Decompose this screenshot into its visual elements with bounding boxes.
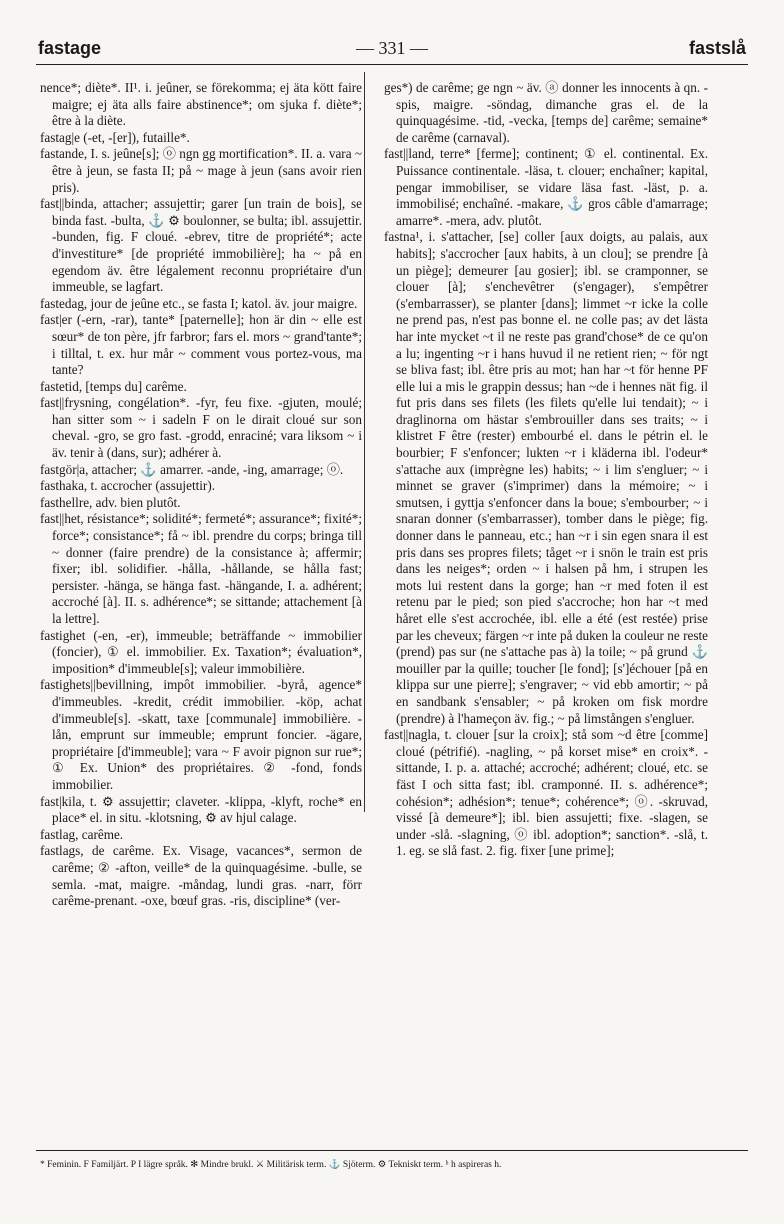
dictionary-entry: fast|kila, t. ⚙ assujettir; claveter. -klippa, -klyft, roche* en place* el. in situ. -klotsning, ⚙ av hjul calage.	[40, 793, 362, 826]
dictionary-entry: fastlag, carême.	[40, 826, 124, 842]
dictionary-entry: fastande, I. s. jeûne[s]; ⓞ ngn gg mortification*. II. a. vara ~ être à jeun, se fasta II; på ~ mage à jeun (sans avoir rien pris).	[40, 146, 362, 195]
dictionary-entry: fastighets||bevillning, impôt immobilier. -byrå, agence* d'immeubles. -kredit, crédit immobilier. -köp, achat d'immeuble[s]. -skatt, taxe [communale] immobilière. -lån, emprunt sur immeuble; emprunt foncier. -ägare, propriétaire [d'immeuble]; vara ~ F avoir pignon sur rue*; ① Ex. Union* des propriétaires. ② -fond, fonds immobilier.	[40, 677, 362, 792]
dictionary-entry: fasthellre, adv. bien plutôt.	[40, 494, 181, 510]
dictionary-entry: fastetid, [temps du] carême.	[40, 378, 187, 394]
dictionary-entry: ges*) de carême; ge ngn ~ äv. ⓐ donner les innocents à qn. -spis, maigre. -söndag, dimanche gras el. de la quinquagésime. -tid, -vecka, [temps de] carême; semaine* de carême (carnaval).	[384, 80, 708, 145]
dictionary-entry: fast||het, résistance*; solidité*; fermeté*; assurance*; fixité*; force*; consistance*; få ~ ibl. prendre du corps; bringa till ~ donner (faire prendre) de la consistance à; affermir; fixer; ibl. solidifier. -hålla, -hållande, se hålla fast; persister. -hänga, se hänga fast. -hängande, I. a. adhérent; accroché [à]. II. s. adhérence*; se sittande; attachement [à la lettre].	[40, 511, 362, 626]
left-column	[40, 80, 362, 910]
dictionary-entry: fast||land, terre* [ferme]; continent; ① el. continental. Ex. Puissance continentale. -läsa, t. clouer; enchaîner; kapital, pengar immobiliser, se vidare läsa fast. -läst, p. a. immobilisé; enchaîné. -makare, ⚓ gros câble d'amarrage; amarre*. -mera, adv. plutôt.	[384, 146, 708, 228]
page-header	[38, 34, 746, 68]
dictionary-entry: fast||frysning, congélation*. -fyr, feu fixe. -gjuten, moulé; han sitter som ~ i sadeln F on le dirait cloué sur son cheval. -gro, se gro fast. -grodd, enraciné; vara liksom ~ i äv. tenir à (dans, sur); adhérer à.	[40, 395, 362, 461]
dictionary-entry: fastlags, de carême. Ex. Visage, vacances*, sermon de carême; ② -afton, veille* de la quinquagésime. -bulle, se semla. -mat, maigre. -måndag, lundi gras. -narr, förr carême-prenant. -oxe, bœuf gras. -ris, discipline* (ver-	[40, 843, 362, 909]
dictionary-entry: fastgör|a, attacher; ⚓ amarrer. -ande, -ing, amarrage; ⓞ.	[40, 461, 344, 477]
footnote-rule	[36, 1150, 748, 1151]
dictionary-entry: fastedag, jour de jeûne etc., se fasta I; katol. äv. jour maigre.	[40, 295, 358, 311]
dictionary-entry: fastna¹, i. s'attacher, [se] coller [aux doigts, au palais, aux habits]; s'accrocher [aux habits, à un clou]; se prendre [à un piège]; demeurer [au gosier]; ibl. se cramponner, se clouer [à]; s'enchevêtrer (s'engager), s'empêtrer (s'embarrasser), se planter [dans]; limmet ~r icke la colle ne prend pas, n'est pas bonne el. ne colle pas; av det lästa har inte mycket ~t il ne reste pas grand'chose* de ce qu'on a lu; ingenting ~r i hans huvud il ne retient rien; ~ för ngt se bliva fast; ibl. être pris au mot; han har ~t för henne PF elle lui a mis le grappin dessus; han ~de i hennes nät fig. il fut pris dans ses filets (les filets qu'elle lui tendait); ~ i draglinorna om hästar s'embrouiller dans ses traits; ~ i klistret F être (rester) embourbé el. dans le pétrin el. le bourbier; F s'enfoncer; lukten ~r i kläderna ibl. l'odeur* s'attache aux (imprègne les) habits; ~ i lim s'engluer; ~ i minnet se graver (s'imprimer) dans la mémoire; ~ i smutsen, i gyttja s'enfoncer dans la boue; s'embourber; ~ i snaran donner (s'embarrasser), tomber dans le piège; fig. donner dans le panneau, etc.; han ~r i sin egen snara il est pris dans ses propres filets; tåget ~r i snön le train est pris dans les neiges*; orden ~ i halsen på hm, i strupen les mots lui restent dans la gorge; han ~r med foten il est retenu par le pied; son pied s'accroche; hon har ~t med håret elle s'est accrochée, ibl. elle a été (est restée) prise par les cheveux; färgen ~r inte på duken la couleur ne reste (prend) pas sur (ne s'attache pas à) la toile; ~ på grund ⚓ mouiller par la quille; toucher [le fond]; [s']échouer [på en klippa sur une pierre]; s'engraver; ~ vid ebb amortir; ~ på en sandbank s'ensabler; ~ på kroken om fisk mordre (prendre) à l'hameçon äv. fig.; ~ på limstången s'engluer.	[384, 229, 708, 726]
header-rule	[36, 64, 748, 65]
abbreviation-legend: * Feminin. F Familjärt. P I lägre språk. ✻ Mindre brukl. ⚔ Militärisk term. ⚓ Sjöterm. ⚙ Tekniskt term. ʰ h aspireras h.	[40, 1160, 502, 1170]
dictionary-entry: nence*; diète*. II¹. i. jeûner, se förekomma; ej äta kött faire maigre; ej äta alls faire abstinence*; om sjuka f. diète*; être à la diète.	[40, 80, 362, 129]
right-running-headword: fastslå	[688, 38, 746, 58]
dictionary-entry: fastighet (-en, -er), immeuble; beträffande ~ immobilier (foncier), ① el. immobilier. Ex. Taxation*; évaluation*, imposition* d'immeuble[s]; valeur immobilière.	[40, 627, 362, 676]
page-number: — 331 —	[356, 38, 428, 58]
column-divider	[364, 72, 365, 812]
dictionary-entry: fast||nagla, t. clouer [sur la croix]; stå som ~d être [comme] cloué (pétrifié). -nagling, ~ på korset mise* en croix*. -sittande, I. p. a. attaché; accroché; adhérent; cloué, etc. se fäst I och sitta fast; ibl. cramponné. II. s. adhérence*; cohésion*; adhésion*; tenue*; cohérence*; ⓞ. -skruvad, vissé [à demeure*]; ibl. bien assujetti; fixe. -slagen, se under -slå. -slagning, ⓞ ibl. adoption*; sanction*. -slå, t. 1. eg. se slå fast. 2. fig. fixer [une prime];	[384, 727, 708, 859]
right-column	[384, 80, 708, 860]
dictionary-entry: fast||binda, attacher; assujettir; garer [un train de bois], se binda fast. -bulta, ⚓ ⚙ boulonner, se bulta; ibl. assujettir. -bunden, fig. F cloué. -ebrev, titre de propriété*; acte d'investiture* [de propriété immobilière]; ha ~ på en egendom äv. être légalement reconnu propriétaire d'un immeuble, se lagfart.	[40, 196, 362, 295]
dictionary-entry: fastag|e (-et, -[er]), futaille*.	[40, 129, 190, 145]
dictionary-entry: fasthaka, t. accrocher (assujettir).	[40, 478, 216, 494]
dictionary-entry: fast|er (-ern, -rar), tante* [paternelle]; hon är din ~ elle est sœur* de ton père, jfr farbror; fars el. mors ~ grand'tante*; i tilltal, t. ex. hur mår ~ comment vous portez-vous, ma tante?	[40, 312, 362, 378]
left-running-headword: fastage	[38, 38, 102, 58]
